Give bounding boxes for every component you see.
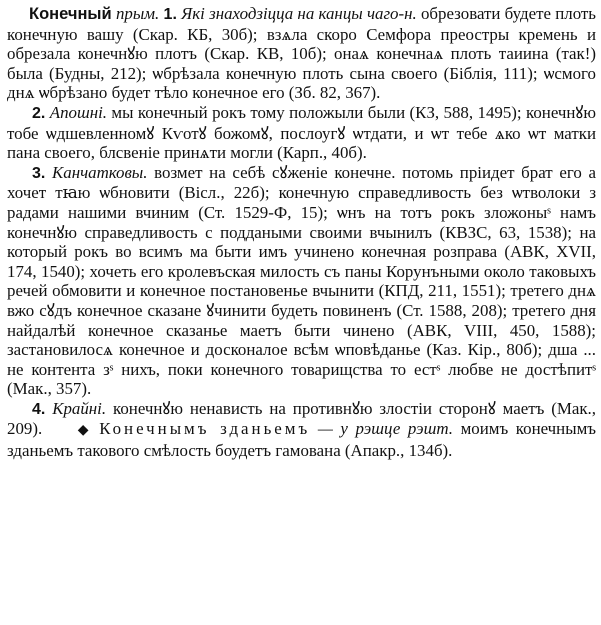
phrase-gloss: — у рэшце рэшт. — [317, 419, 453, 439]
dictionary-entry — [7, 4, 596, 461]
sense-citations: мы конечный рокъ тому положыли были (КЗ, 588, 1495); конечнꙋю тобе ѡдшевленномꙋ Кѵотꙋ божомꙋ, послоугꙋ ѡтдати, и ѡт тебе ѧко ѡт матки пана своего, блсвеніе принѧти могли (Карп., 40б). — [7, 102, 596, 163]
sense-gloss: Апошні. — [49, 102, 108, 122]
sense-gloss: Канчатковы. — [52, 162, 148, 182]
sense-number: 2. — [32, 104, 46, 122]
part-of-speech: прым. — [115, 4, 160, 23]
phrase-diamond-icon: ◆ — [77, 423, 89, 439]
set-phrase: Конечнымъ зданьемъ — [99, 419, 311, 439]
sense-citations: конечнꙋю ненависть на противнꙋю злостіи сторонꙋ маетъ (Мак., 209). — [7, 398, 596, 439]
sense-number: 4. — [32, 400, 46, 418]
sense-gloss: Які знаходзіцца на канцы чаго-н. — [181, 4, 417, 23]
sense-4 — [7, 399, 596, 461]
sense-2 — [7, 103, 596, 163]
sense-gloss: Крайні. — [52, 398, 107, 418]
sense-3 — [7, 163, 596, 399]
sense-citations: обрезовати будете плоть конечную вашу (Скар. КБ, 30б); взѧла скоро Семфора преостры кремень и обрезала конечнꙋю плотъ (Скар. КВ, 10б); онаѧ конечнаѧ плоть таиина (так!) была (Будны, 212); ѡбрѣзала конечную плоть сына своего (Біблія, 111); ѡсмого днѧ ѡбрѣзано будет тѣло конечное его (Зб. 82, 367). — [7, 4, 596, 103]
sense-number: 1. — [163, 6, 177, 23]
sense-number: 3. — [32, 164, 46, 182]
sense-1 — [7, 4, 596, 103]
headword: Конечный — [29, 5, 112, 23]
phrase-citations: моимъ конечнымъ зданьемъ такового смѣлость боудетъ гамована (Апакр., 134б). — [7, 419, 596, 461]
sense-citations: возмет на себѣ сꙋженіе конечне. потомь пріидет брат его а хочет тꙗю ѡбновити (Вісл., 22б); конечную справедливость без ѡтволоки з радами нашими вчиним (Ст. 1529-Ф, 15); ѡнъ на тотъ рокъ зложоныˢ намъ конечнꙋю справедливость с поддаными своими вчынилъ (КВЗС, 63, 1538); на который рокъ во всимъ ма быти имъ учинено конечная розправа (АВК, XVII, 174, 1540); хочеть его кролевъская милость съ паны Корунъными около таковыхъ речей обмовити и конечное постановенье вчынити (КПД, 211, 1551); третего днѧ вжо сꙋдъ конечное сказане ꙋчинити будеть повиненъ (Ст. 1588, 208); третего дня найдалѣй конечное сказанье маетъ быти чинено (АВК, VIII, 450, 1588); застановилосѧ конечное и досконалое всѣм ѡповѣданье (Каз. Кір., 80б); дша ... не контента зˢ нихъ, поки конечного товарищства то естˢ любве не достѣпитˢ (Мак., 357). — [7, 162, 596, 399]
